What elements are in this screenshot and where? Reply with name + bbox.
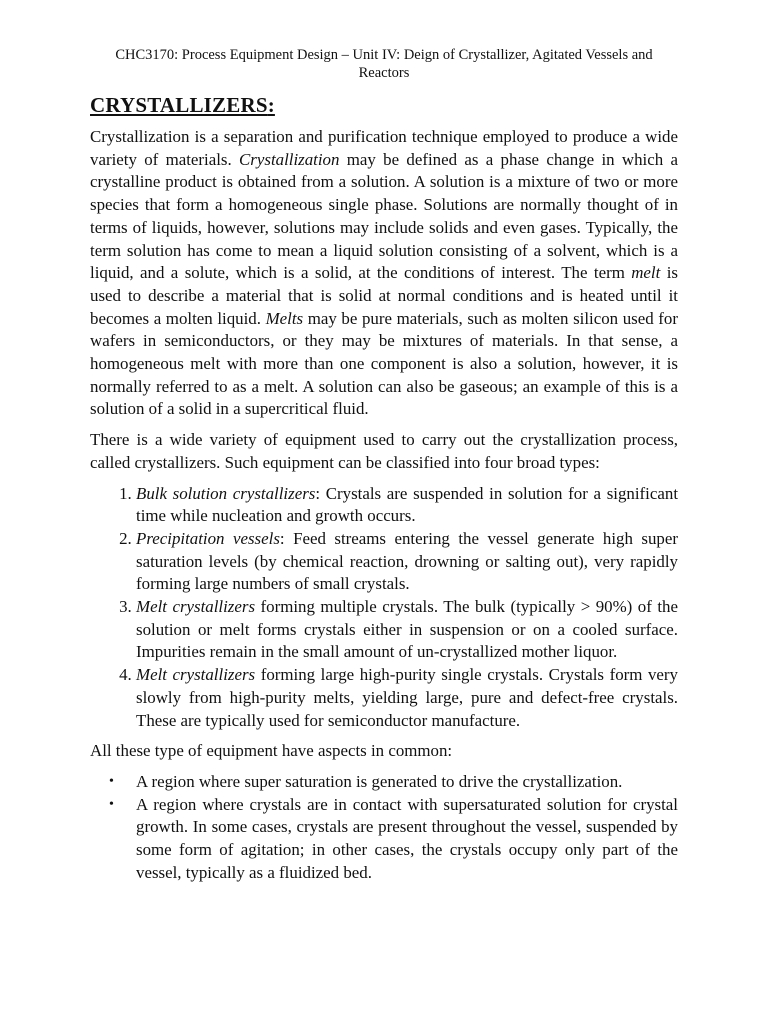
list-item	[136, 596, 678, 664]
intro-term-melts: Melts	[265, 308, 304, 328]
section-title-colon: :	[267, 93, 275, 117]
running-header	[80, 46, 688, 82]
type-term: Precipitation vessels	[136, 528, 280, 548]
aspect-text: A region where super saturation is generated to drive the crystallization.	[136, 771, 623, 791]
list-item	[136, 528, 678, 596]
common-aspects-paragraph: All these type of equipment have aspects in common:	[90, 741, 453, 761]
equipment-paragraph: There is a wide variety of equipment used to carry out the crystallization process, called crystallizers. Such equipment can be classified into four broad types:	[90, 430, 678, 472]
intro-text-4: may be pure materials, such as molten silicon used for wafers in semiconductors, or they may be mixtures of materials. In that sense, a homogeneous melt with more than one component is also a solution, however, it is normally referred to as a melt. A solution can also be gaseous; an example of this is a solution of a solid in a supercritical fluid.	[90, 308, 678, 419]
intro-term-melt: melt	[631, 263, 661, 283]
intro-text-1: Crystallization is a separation and purification technique employed to produce a wide variety of materials.	[90, 127, 678, 169]
header-line-1: CHC3170: Process Equipment Design – Unit IV: Deign of Crystallizer, Agitated Vessels and	[115, 47, 653, 63]
intro-text-2: may be defined as a phase change in which a crystalline product is obtained from a solution. A solution is a mixture of two or more species that form a homogeneous single phase. Solutions are normally thought of in terms of liquids, however, solutions may include solids and even gases. Typically, the term solution has come to mean a liquid solution consisting of a solvent, which is a liquid, and a solute, which is a solid, at the conditions of interest. The term	[90, 149, 678, 283]
type-description: forming multiple crystals. The bulk (typically > 90%) of the solution or melt forms crystals either in suspension or on a cooled surface. Impurities remain in the small amount of un-crystallized mother liquor.	[136, 597, 678, 662]
list-item	[136, 483, 678, 528]
intro-paragraph	[90, 126, 678, 421]
type-term: Melt crystallizers	[136, 665, 256, 685]
intro-term-crystallization: Crystallization	[239, 149, 340, 169]
bullet-icon: •	[109, 773, 114, 789]
list-item	[109, 771, 678, 794]
intro-text-3: is used to describe a material that is solid at normal conditions and is heated until it becomes a molten liquid.	[90, 263, 678, 328]
list-item	[109, 794, 678, 885]
document-body	[90, 126, 678, 885]
type-term: Bulk solution crystallizers	[136, 483, 316, 503]
header-line-2: Reactors	[358, 65, 410, 81]
bullet-icon: •	[109, 796, 114, 812]
crystallizer-types-list	[90, 483, 678, 733]
type-term: Melt crystallizers	[136, 597, 256, 617]
aspect-text: A region where crystals are in contact with supersaturated solution for crystal growth. In some cases, crystals are present throughout the vessel, suspended by some form of agitation; in other cases, the crystals occupy only part of the vessel, typically as a fluidized bed.	[136, 794, 678, 882]
type-description: : Crystals are suspended in solution for a significant time while nucleation and growth occurs.	[136, 483, 679, 526]
list-item	[136, 664, 678, 732]
common-aspects-list	[90, 771, 678, 885]
section-title	[90, 93, 275, 118]
type-description: forming large high-purity single crystals. Crystals form very slowly from high-purity melts, yielding large, pure and defect-free crystals. These are typically used for semiconductor manufacture.	[136, 665, 678, 730]
section-title-text: CRYSTALLIZERS	[90, 93, 268, 117]
type-description: : Feed streams entering the vessel generate high super saturation levels (by chemical reaction, drowning or salting out), very rapidly forming large numbers of small crystals.	[136, 528, 678, 594]
